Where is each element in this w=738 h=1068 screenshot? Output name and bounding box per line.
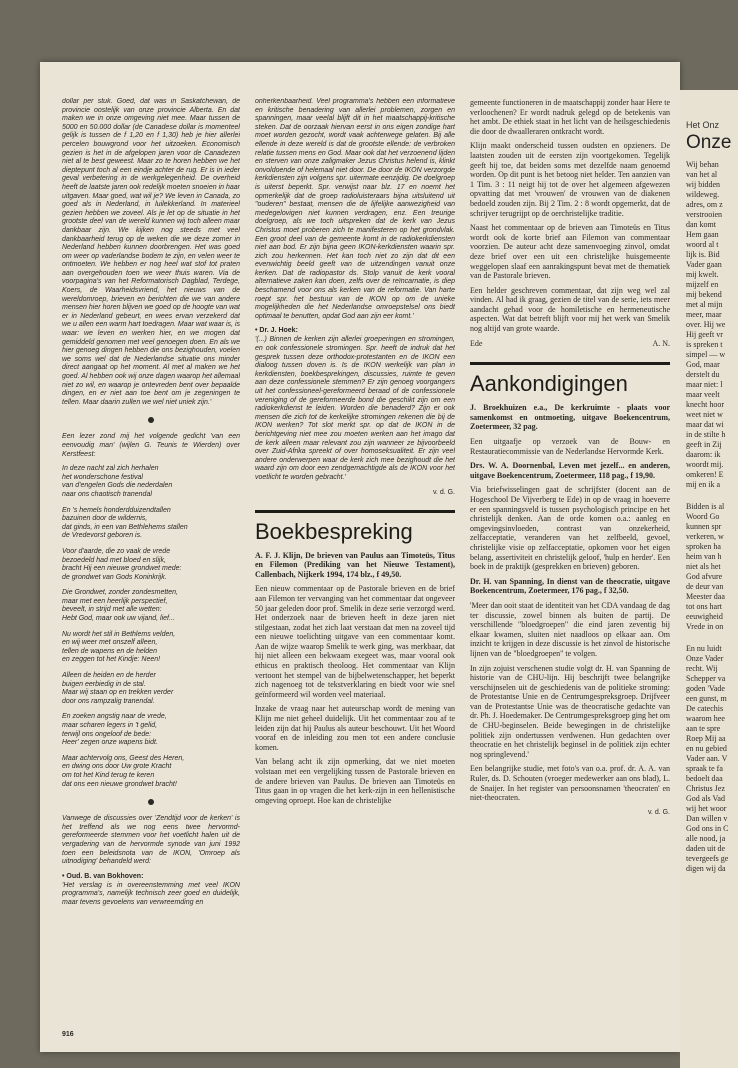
author-signature: v. d. G.: [647, 808, 670, 816]
signature-place: Ede: [470, 338, 483, 348]
section-dot: [148, 417, 154, 423]
poem-stanza: Maar achtervolg ons, Geest des Heren, en dwing ons door Uw grote Kracht om tot het Kind terug te keren dat ons een nieuwe grondwet bracht!: [62, 754, 185, 788]
announcement-text: Een belangrijke studie, met foto's van o.a. prof. dr. A. A. van Ruler, ds. D. Schouten (vroeger medewerker aan ons blad), L. de Snaijer. In het register van persoonsnamen 'theocraten' en niet-theocraten.: [470, 764, 670, 803]
announcement-text: In zijn zojuist verschenen studie volgt dr. H. van Spanning de historie van de CHU-lijn. Hij beschrijft twee belangrijke verschijnselen uit de geschiedenis van de politieke stroming: de Protestantse Unie en de Centrumgespreksgroep. Drijfveer van de Protestantse Unie was de theocratische gedachte van dr. Ph. J. Hoedemaker. De Centrumgespreksgroep ging het om de CHU-beginselen. Beide bewegingen in de christelijke politiek zijn ondertussen verdwenen. Hun gedachten over theocratie en het christelijk beginsel in de politiek zijn echter nog springlevend.': [470, 663, 670, 759]
poem-stanza: Alleen de heiden en de herder buigen eerbiedig in de stal. Maar wij staan op en trekken verder door ons rampzalig tranendal.: [62, 672, 174, 705]
speaker-quote: 'Het verslag is in overeenstemming met veel IKON programma's, namelijk technisch zeer goed en duidelijk, maar tevens gevoelens van verwreemding en: [62, 881, 240, 906]
adjacent-page-label: Het Onz: [686, 120, 720, 130]
announcement-title: Drs. W. A. Doornenbal, Leven met jezelf... en anderen, uitgave Boekencentrum, Zoetermeer, 118 pag., f 19,90.: [470, 461, 670, 480]
speaker-quote: '(...) Binnen de kerken zijn allerlei groeperingen en stromingen, en ook confessionele stromingen. Spr. heeft de indruk dat het gesprek tussen deze orthodox-protestanten en de IKON een dialoog tussen doven is. Is de IKON werkelijk van plan in kerkdiensten, boekbesprekingen, discussies, ruimte te geven aan deze confessionele stemmen? Er zijn genoeg voorgangers uit het confessioneel-gereformeerd beraad of de confessionele vereniging of de gereformeerde bond die geschikt zijn om een radiokerkdienst te leiden. Worden die benaderd? Zijn er ook mensen die zich tot de kerkelijke stromingen rekenen die bij de IKON werken? Tot slot merkt spr. op dat de IKON in de berichtgeving niet mee zou moeten werken aan het imago dat de kerk alleen maar relevant zou zijn wanneer ze bijvoorbeeld over Zuid-Afrika spreekt of over homoseksualiteit. Er zijn veel andere onderwerpen waar de kerk zich mee bezighoudt die het waard zijn om door een zendgemachtigde als de IKON voor het voetlicht te worden gebracht.': [255, 336, 455, 481]
section-heading-boekbespreking: Boekbespreking: [255, 510, 455, 545]
letter-paragraph: dollar per stuk. Goed, dat was in Saskatchewan, de provincie oostelijk van onze provincie Alberta. En dat maken we in onze omgeving niet mee. Maar tussen de 5000 en 50.000 dollar (de Canadese dollar is momenteel gelijk is tussen de f 1,20 en f 1,30) heb je hier allerlei percelen bouwgrond voor het uitzoeken. Economisch gezien is het in de afgelopen jaren voor de Canadezen niet al te best geweest. Maar zo te horen hebben we het dieptepunt toch al een eindje achter de rug. Er is in ieder geval verbetering in de werkgelegenheid. De overheid heeft de laatste jaren ook redelijk moeten snoeien in haar uitgaven. Maar goed, wat wil je? We leven in Canada, zo goed als in Nederland, in luilekkerland. In materieel gezien hebben we zoveel. Als je let op de situatie in het grootste deel van de wereld kunnen wij toch alleen maar dankbaar zijn. We kijken nog steeds met veel dankbaarheid terug op de weken die we deze zomer in Nederland hebben kunnen doorbrengen. Het was goed om weer op vaderlandse bodem te zijn, en velen weer te ontmoeten. We hebben er nog heel wat stof tot praten aan overgehouden toen we weer thuis waren. Via de voorpagina's van het Reformatorisch Dagblad, Terdege, Koers, de Waarheidsvriend, het nieuws van de wereldomroep, brieven en berichten die we van andere mensen hier horen blijven we goed op de hoogte van wat er in Nederland gebeurt, en wees ervan verzekerd dat we u allen een warm hart toedragen. Maar wat waar is, is waar: we leven en werken hier, en we mogen dat gemiddeld genomen met veel genoegen doen. En als we hier genoeg dingen hebben die ons bezighouden, voelen we soms wel dat de Nederlandse situatie ons minder direct aangaat op het moment. Al met al maken we het goed. Al hebben ook wij onze dagen waarop het allemaal niet zo wil, en waarop je ontevreden bent over bepaalde dingen, en er niet aan toe bent om je zegeningen te tellen. Maar daarin zullen we wel niet uniek zijn.': [62, 98, 240, 406]
speaker-name: • Dr. J. Hoek:: [255, 327, 298, 335]
review-paragraph: gemeente functioneren in de maatschappij zonder haar Here te verloochenen? Er wordt nadruk gelegd op de betekenis van het ambt. De ethiek staat in het licht van de heilsgeschiedenis die door de dwaalleraren ontkracht wordt.: [470, 98, 670, 136]
section-heading-aankondigingen: Aankondigingen: [470, 362, 670, 397]
author-signature: v. d. G.: [432, 488, 455, 496]
poem-stanza: Voor d'aarde, die zo vaak de vrede bezoedeld had met bloed en slijk, bracht Hij een nieuwe grondwet mede: de grondwet van Gods Koninkrijk.: [62, 547, 182, 581]
review-paragraph: Klijn maakt onderscheid tussen oudsten en opzieners. De laatsten zouden uit de eersten zijn voortgekomen. Tegelijk geeft hij toe, dat beiden soms met dezelfde naam genoemd worden. Op dit punt is het betoog niet helder. Ten aanzien van 1 Tim. 3 : 11 neigt hij tot de over het algemeen afgewezen opvatting dat met 'vrouwen' de vrouwen van de diakenen bedoeld zouden zijn. Bij 2 Tim. 2 : 8 wordt opgemerkt, dat de schrijver terugrijpt op de oerchristelijke traditie.: [470, 141, 670, 218]
synod-intro: Vanwege de discussies over 'Zendtijd voor de kerken' is het treffend als we nog eens twee hervormd-gereformeerde stemmen voor het voetlicht halen uit de vergadering van de hervormde synode van juni 1992 toen een beleidsnota van de IKON, 'Omroep als uitnodiging' behandeld werd:: [62, 815, 240, 866]
poem-intro: Een lezer zond mij het volgende gedicht 'van een eenvoudig man' (wijlen G. Teunis te Wierden) over Kerstfeest:: [62, 433, 240, 458]
poem-stanza: En zoeken angstig naar de vrede, maar scharen legers in 't gelid, terwijl ons ongeloof de bede: Heer' zegen onze wapens bidt.: [62, 713, 167, 747]
adjacent-page-text: Wij behan van het al wij bidden wildeweg. adres, om z verstrooien dan komt Hem gaan woord al t lijk is. Bid Vader gaan mij kwelt. mijzelf en mij bekend met al mijn meer, maar over. Hij we Hij geeft vr is spreken t simpel — w God, maar derstelt du maar niet: l maar veelt knecht hoor weet niet w maar dat wi in de stilte h geeft in Zij daarom: ik woordt mij. omkeren! E mij en ik a: [686, 160, 726, 489]
announcement-title: Dr. H. van Spanning, In dienst van de theocratie, uitgave Boekencentrum, Zoetermeer, 176 pag., f 32,50.: [470, 576, 670, 596]
poem-stanza: En 's hemels honderdduizendtallen bazuinen door de wildernis, dat ginds, in een van Bethlehems stallen de Vredevorst geboren is.: [62, 506, 188, 540]
announcement-text: Een uitgaafje op verzoek van de Bouw- en Restauratiecommissie van de Nederlandse Hervormde Kerk.: [470, 437, 670, 456]
column-right: [470, 98, 670, 1028]
poem-stanza: In deze nacht zal zich herhalen het wonderschone festival van d'engelen Gods die nederdalen naar ons chaotisch tranendal: [62, 465, 173, 498]
signature-initials: A. N.: [652, 338, 670, 348]
poem-stanza: Die Grondwet, zonder zondesmetten, maar met een heerlijk perspectief, beveelt, in strijd met alle wetten: Hebt God, maar ook uw vijand, lief...: [62, 589, 178, 623]
review-signature: [470, 339, 670, 349]
adjacent-page-heading: Onze: [686, 132, 732, 153]
announcement-text: Via briefwisselingen gaat de schrijfster (docent aan de Hogeschool De Vijverberg te Ede) in op de vraag in hoeverre er een spanningsveld is tussen psychologisch principe en het christelijk denken. Aan de orde komen o.a.: aanleg en omgevingsinvloeden, contrast van onzekerheid, zelfacceptatie, veranderen van het zelfbeeld, gevoel, christelijke visie op zelfacceptatie, opkomen voor het eigen belang, assertiviteit en christelijk geloof, 'hulp en herder'. Een boek in de praktijk (gesprekken en brieven) geboren.: [470, 485, 670, 572]
quote-continuation: onherkenbaarheid. Veel programma's hebben een informatieve en kritische benadering van allerlei problemen, zorgen en spanningen, maar veelal blijft dit in het maatschappij-kritische steken. Dat de oorzaak hiervan eerst in ons eigen zondige hart moet worden gezocht, wordt vaak achterwege gelaten. Bij alle ellende in deze wereld is dat de grootste ellende: de verbroken relatie tussen mens en God. Maar ook dat het verzoenend lijden en sterven van onze zaligmaker Jezus Christus helend is, klinkt onvoldoende of helemaal niet door. De door de IKON verzorgde kerkdiensten zijn volgens spr. uitermate eenzijdig. De doelgroep is uiterst beperkt. Spr. verwijst naar blz. 17 en noemt het opmerkelijk dat de groep radioluisteraars bijna uitsluitend uit "ouderen" bestaat, mensen die de lijfelijke aanwezigheid van medegelovigen niet kunnen verdragen, enz. Een treurige doelgroep, als we toch uitspreken dat de kerk van Jezus Christus moet proberen zich te manifesteren op het grondvlak. Een groot deel van de gemeente komt in de radiokerkdiensten niet aan bod. Er zijn bijna geen IKON-kerkdiensten waarin spr. zich zou herkennen. Het kan toch niet zo zijn dat dit een evenwichtig beeld geeft van de uitzendingen vanuit onze kerken. Dat de radiopastor ds. Stolp vanuit de kerk vooral alternatieve zaken kan doen, zelfs over de reïncarnatie, is diep beschamend voor ons als kerken van de reformatie. Van harte roept spr. het bestuur van de IKON op om de unieke mogelijkheden die het Nederlandse omroepstelsel ons biedt optimaal te benutten, opdat God aan zijn eer komt.': [255, 98, 455, 320]
poem-stanza: Nu wordt het stil in Bethlems velden, en wij weer met onszelf alleen, tellen de wapens en de helden en zeggen tot het Kindje: Neen!: [62, 630, 176, 664]
column-left: [62, 98, 240, 1028]
adjacent-page: [680, 90, 738, 1068]
review-paragraph: Een helder geschreven commentaar, dat zijn weg wel zal vinden. Al had ik graag, gezien de titel van de serie, iets meer aandacht gehad voor de homiletische en hermeneutische aspecten. Wat dat betreft blijft voor mij het werk van Smelik nog altijd van grote waarde.: [470, 285, 670, 334]
review-paragraph: Een nieuw commentaar op de Pastorale brieven en de brief aan Filemon ter vervanging van het commentaar dat ongeveer 50 jaar geleden door prof. Smelik in deze serie verzorgd werd. Het onderzoek naar de brieven heeft in deze jaren niet stilgestaan, zodat het zich laat verstaan dat men na zoveel tijd een nieuwe toelichting uitgave van een commentaar komt. Aan de wijze waarop Smelik te werk ging, was merkbaar, dat hij niet alleen een bekwaam exegeet was, maar vooral ook ethicus en praktisch theoloog. Het commentaar van Klijn vertoont het stempel van de bijbelwetenschapper, het beperkt zich nagenoeg tot de tekstverklaring en biedt voor wie snel geïnformeerd wil worden veel materiaal.: [255, 584, 455, 699]
review-paragraph: Van belang acht ik zijn opmerking, dat we niet moeten volstaan met een vergelijking tussen de Pastorale brieven en de andere brieven van Paulus. De brieven aan Timoteüs en Titus gaan in op vragen die het kerk-zijn in een hellenistische omgeving oproept. Hoe kan de christelijke: [255, 757, 455, 805]
section-dot: [148, 799, 154, 805]
review-paragraph: Inzake de vraag naar het auteurschap wordt de mening van Klijn me niet geheel duidelijk. Uit het commentaar zou af te leiden zijn dat hij Paulus als auteur beschouwt. Uit het Woord vooraf en de inleiding zou men tot een andere conclusie komen.: [255, 704, 455, 752]
review-paragraph: Naast het commentaar op de brieven aan Timoteüs en Titus wordt ook de korte brief aan Filemon van commentaar voorzien. De auteur acht deze samenvoeging zinvol, omdat deze brief over een uit een christelijke huisgemeente weggelopen slaaf een aanrakingspunt bevat met de thematiek van de Pastorale brieven.: [470, 223, 670, 281]
adjacent-page-text: En nu luidt Onze Vader recht. Wij Schepper va goden 'Vade een gunst, m De catechis waarom hee aan te spre Roep Mij aa en nu gebied Vader aan. V spraak te fa bedoelt daa Christus Jez God als Vad wij het woor Dan willen v God ons in C alle nood, ja daden uit de tevergeefs ge digen wij da: [686, 644, 729, 873]
magazine-page: [40, 62, 680, 1052]
speaker-name: • Oud. B. van Bokhoven:: [62, 872, 144, 880]
adjacent-page-text: Bidden is al Woord Go kunnen spr verkeren, w sproken ha heim van h niet als het God afvure de deur van Meester daa tot ons hart eeuwigheid Vrede in on: [686, 502, 725, 631]
poem: [62, 465, 240, 789]
announcement-text: 'Meer dan ooit staat de identiteit van het CDA vandaag de dag ter discussie, zowel binnen als buiten de partij. De verschillende "bloedgroepen" die eind jaren zeventig bij elkaar kwamen, sluiten niet naadloos op elkaar aan. Om inzicht te krijgen in deze discussie is het zinvol de historische lijnen van de "bloedgroepen" te volgen.: [470, 600, 670, 658]
announcement-title: J. Broekhuizen e.a., De kerkruimte - plaats voor samenkomst en ontmoeting, uitgave Boekencentrum, Zoetermeer, 32 pag.: [470, 403, 670, 432]
column-middle: [255, 98, 455, 1028]
book-reference: A. F. J. Klijn, De brieven van Paulus aan Timoteüs, Titus en Filemon (Prediking van het Nieuwe Testament), Callenbach, Nijkerk 1994, 174 blz., f 49,50.: [255, 550, 455, 579]
page-number: 916: [62, 1031, 74, 1038]
